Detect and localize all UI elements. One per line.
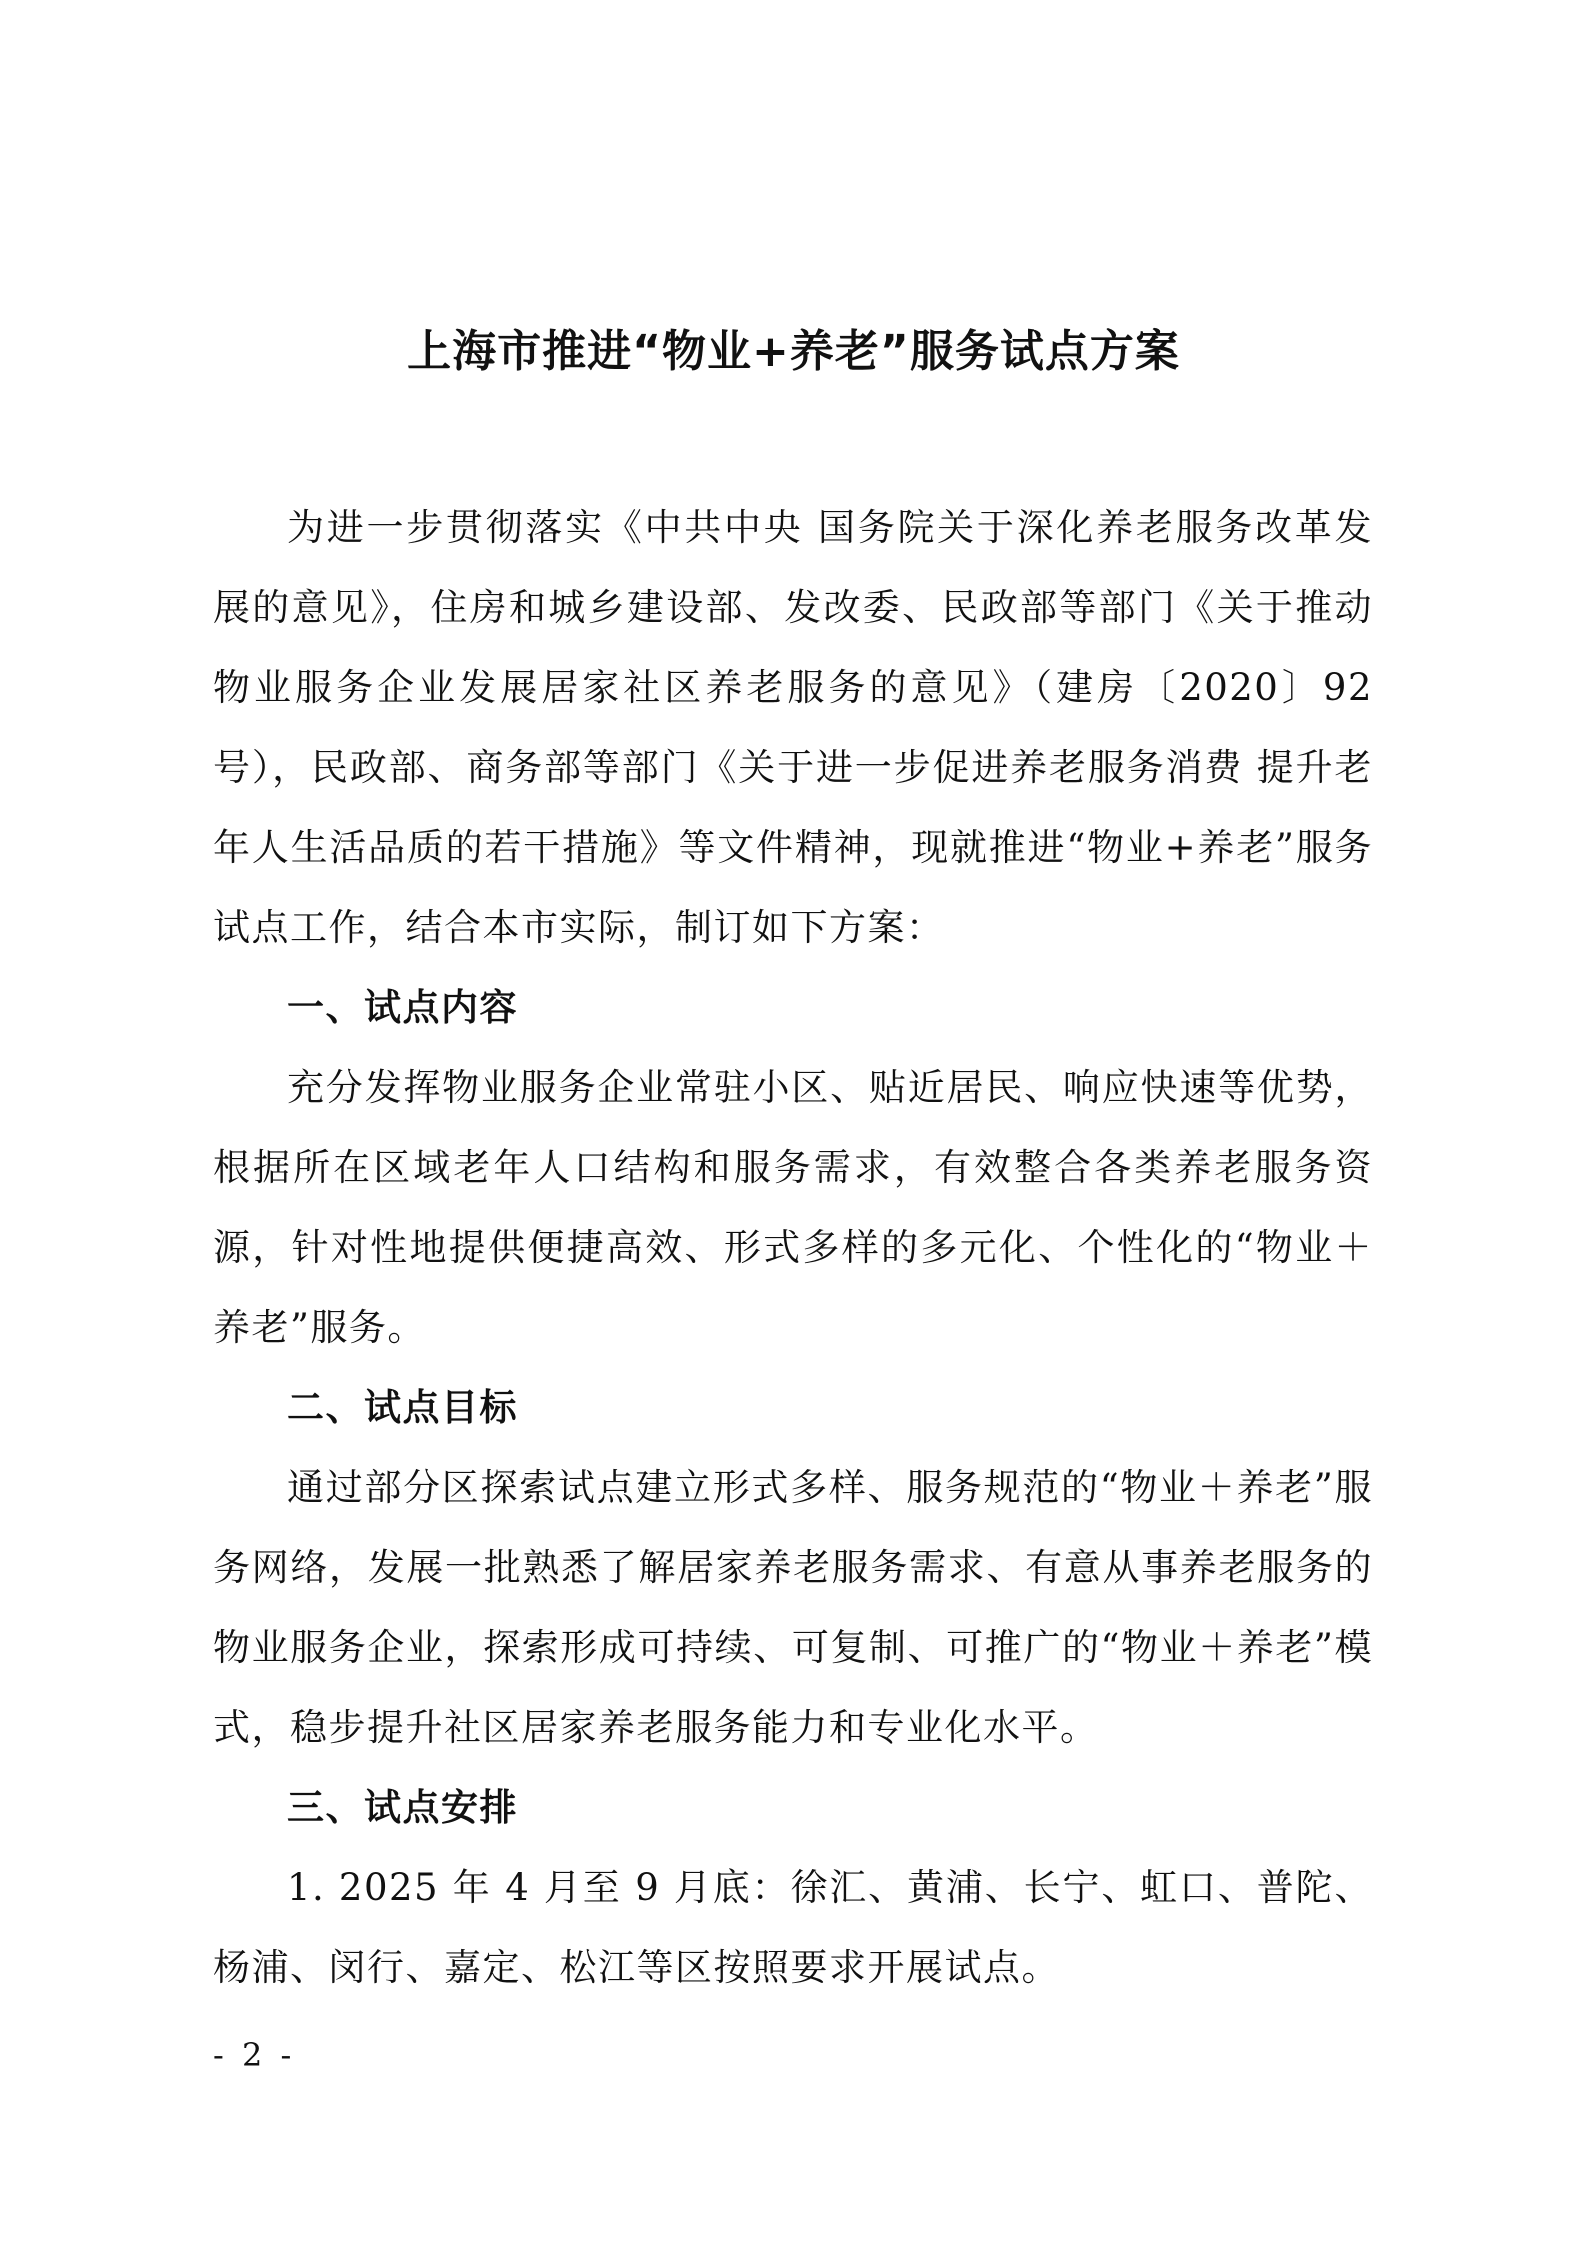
section-paragraph-content: 充分发挥物业服务企业常驻小区、贴近居民、响应快速等优势，根据所在区域老年人口结构和服务需求，有效整合各类养老服务资源，针对性地提供便捷高效、形式多样的多元化、个性化的“物业＋养老”服务。 [213,1066,1373,1349]
section-paragraph-arrangement: 1. 2025 年 4 月至 9 月底：徐汇、黄浦、长宁、虹口、普陀、杨浦、闵行、嘉定、松江等区按照要求开展试点。 [213,1866,1373,1989]
section-heading-arrangement: 三、试点安排 [287,1786,518,1829]
page-number: - 2 - [213,2036,296,2074]
section-paragraph-goals: 通过部分区探索试点建立形式多样、服务规范的“物业＋养老”服务网络，发展一批熟悉了解居家养老服务需求、有意从事养老服务的物业服务企业，探索形成可持续、可复制、可推广的“物业＋养老”模式，稳步提升社区居家养老服务能力和专业化水平。 [213,1466,1373,1749]
intro-paragraph: 为进一步贯彻落实《中共中央 国务院关于深化养老服务改革发展的意见》，住房和城乡建设部、发改委、民政部等部门《关于推动物业服务企业发展居家社区养老服务的意见》（建房〔2020〕92号），民政部、商务部等部门《关于进一步促进养老服务消费 提升老年人生活品质的若干措施》等文件精神，现就推进“物业+养老”服务试点工作，结合本市实际，制订如下方案： [213,506,1373,949]
document-title: 上海市推进“物业+养老”服务试点方案 [407,326,1180,377]
section-heading-goals: 二、试点目标 [287,1386,518,1429]
section-heading-content: 一、试点内容 [287,986,518,1029]
document-body [213,488,1373,2008]
